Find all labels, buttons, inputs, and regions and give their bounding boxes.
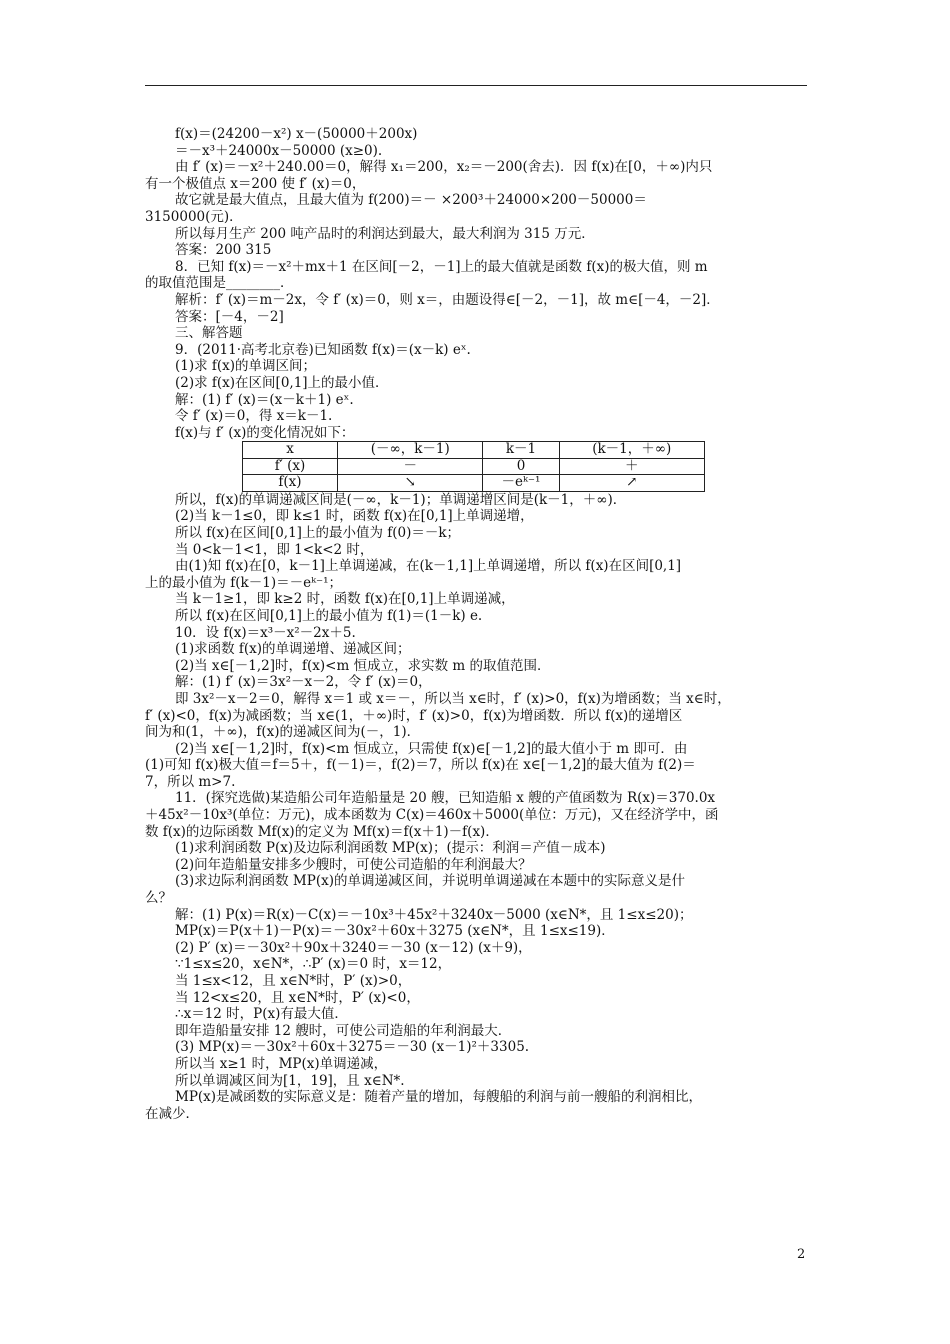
text-line: (2)问年造船量安排多少艘时，可使公司造船的年利润最大？ — [175, 856, 532, 873]
text-line: 答案：200 315 — [175, 242, 272, 259]
table-cell: f′ (x) — [243, 458, 338, 475]
text-line: 10．设 f(x)＝x³－x²－2x＋5. — [175, 624, 356, 641]
table-row — [243, 458, 705, 475]
table-row — [243, 475, 705, 492]
text-line: 由 f′ (x)＝－x²＋240.00＝0，解得 x₁＝200，x₂＝－200(舍去)．因 f(x)在[0，＋∞)内只 — [175, 159, 713, 176]
text-line: 9．(2011·高考北京卷)已知函数 f(x)＝(x－k) eˣ. — [175, 341, 471, 358]
text-line: 所以，f(x)的单调递减区间是(－∞，k－1)；单调递增区间是(k－1，＋∞)． — [175, 491, 627, 508]
text-line: 3150000(元)． — [145, 208, 243, 225]
text-line: 上的最小值为 f(k－1)＝－eᵏ⁻¹； — [145, 574, 343, 591]
text-line: 即年造船量安排 12 艘时，可使公司造船的年利润最大． — [175, 1022, 512, 1039]
text-line: 所以每月生产 200 吨产品时的利润达到最大，最大利润为 315 万元． — [175, 225, 595, 242]
solution-lines-bottom — [145, 492, 807, 1123]
text-line: (2)当 x∈[－1,2]时，f(x)<m 恒成立，只需使 f(x)∈[－1,2]的最大值小于 m 即可．由 — [175, 740, 688, 757]
text-line: f(x)与 f′ (x)的变化情况如下： — [175, 424, 355, 441]
text-line: 数 f(x)的边际函数 Mf(x)的定义为 Mf(x)＝f(x＋1)－f(x)． — [145, 823, 499, 840]
text-line: MP(x)＝P(x＋1)－P(x)＝－30x²＋60x＋3275 (x∈N*，且 1≤x≤19)． — [175, 923, 615, 940]
text-line: (3) MP(x)＝－30x²＋60x＋3275＝－30 (x－1)²＋3305. — [175, 1039, 530, 1056]
page-body — [145, 126, 807, 1122]
text-line: (2) P′ (x)＝－30x²＋90x＋3240＝－30 (x－12) (x＋9)， — [175, 939, 532, 956]
text-line: 解：(1) f′ (x)＝3x²－x－2，令 f′ (x)＝0， — [175, 674, 432, 691]
text-line: ＝－x³＋24000x－50000 (x≥0). — [175, 142, 383, 159]
table-row — [243, 442, 705, 459]
text-line: 令 f′ (x)＝0，得 x＝k－1. — [175, 408, 333, 425]
table-cell: 0 — [483, 458, 559, 475]
table-cell: x — [243, 442, 338, 459]
table-cell: ＋ — [559, 458, 704, 475]
text-line: ∵1≤x≤20，x∈N*，∴P′ (x)＝0 时，x＝12， — [175, 956, 452, 973]
table-cell: (k－1，＋∞) — [559, 442, 704, 459]
text-line: 解：(1) f′ (x)＝(x－k＋1) eˣ. — [175, 391, 354, 408]
text-line: 解析：f′ (x)＝m－2x，令 f′ (x)＝0，则 x＝，由题设得∈[－2，－1]，故 m∈[－4，－2]． — [175, 291, 720, 308]
text-line: 所以当 x≥1 时，MP(x)单调递减， — [175, 1055, 388, 1072]
text-line: 在减少． — [145, 1105, 199, 1122]
text-line: 11．(探究选做)某造船公司年造船量是 20 艘，已知造船 x 艘的产值函数为 R(x)＝370.0x — [175, 790, 716, 807]
text-line: f′ (x)<0，f(x)为减函数；当 x∈(1，＋∞)时，f′ (x)>0，f(x)为增函数．所以 f(x)的递增区 — [145, 707, 683, 724]
table-cell: (－∞，k－1) — [338, 442, 483, 459]
text-line: 间为和(1，＋∞)，f(x)的递减区间为(－，1)． — [145, 724, 421, 741]
text-line: 解：(1) P(x)＝R(x)－C(x)＝－10x³＋45x²＋3240x－5000 (x∈N*，且 1≤x≤20)； — [175, 906, 693, 923]
text-line: (2)当 x∈[－1,2]时，f(x)<m 恒成立，求实数 m 的取值范围． — [175, 657, 551, 674]
text-line: 8．已知 f(x)＝－x²＋mx＋1 在区间[－2，－1]上的最大值就是函数 f(x)的极大值，则 m — [175, 258, 708, 275]
text-line: ∴x＝12 时，P(x)有最大值． — [175, 1006, 348, 1023]
text-line: 有一个极值点 x＝200 使 f′ (x)＝0， — [145, 175, 366, 192]
text-line: (1)求利润函数 P(x)及边际利润函数 MP(x)；(提示：利润＝产值－成本) — [175, 840, 606, 857]
text-line: f(x)＝(24200－x²) x－(50000＋200x) — [175, 126, 418, 142]
text-line: (3)求边际利润函数 MP(x)的单调递减区间，并说明单调递减在本题中的实际意义是什 — [175, 873, 685, 890]
variation-table — [242, 441, 705, 492]
table-cell: ↘ — [338, 475, 483, 492]
text-line: 当 0<k－1<1，即 1<k<2 时， — [175, 541, 374, 558]
table-cell: k－1 — [483, 442, 559, 459]
text-line: 当 k－1≥1，即 k≥2 时，函数 f(x)在[0,1]上单调递减， — [175, 591, 515, 608]
table-cell: ↗ — [559, 475, 704, 492]
text-line: 三、解答题 — [175, 325, 243, 342]
solution-lines-top — [145, 126, 807, 441]
table-cell: － — [338, 458, 483, 475]
text-line: 即 3x²－x－2＝0，解得 x＝1 或 x＝－，所以当 x∈时，f′ (x)>0，f(x)为增函数；当 x∈时， — [175, 690, 731, 707]
text-line: (1)求函数 f(x)的单调递增、递减区间； — [175, 641, 411, 658]
page-number: 2 — [797, 1247, 806, 1262]
table-cell: f(x) — [243, 475, 338, 492]
text-line: 答案：[－4，－2] — [175, 308, 284, 325]
text-line: 的取值范围是________． — [145, 275, 294, 292]
table-cell: －eᵏ⁻¹ — [483, 475, 559, 492]
text-line: 所以 f(x)在区间[0,1]上的最小值为 f(0)＝－k； — [175, 524, 461, 541]
text-line: 所以 f(x)在区间[0,1]上的最小值为 f(1)＝(1－k) e. — [175, 607, 483, 624]
text-line: 故它就是最大值点，且最大值为 f(200)＝－ ×200³＋24000×200－50000＝ — [175, 192, 647, 209]
text-line: 当 12<x≤20，且 x∈N*时，P′ (x)<0， — [175, 989, 420, 1006]
text-line: (2)当 k－1≤0，即 k≤1 时，函数 f(x)在[0,1]上单调递增， — [175, 508, 534, 525]
text-line: MP(x)是减函数的实际意义是：随着产量的增加，每艘船的利润与前一艘船的利润相比， — [175, 1089, 703, 1106]
text-line: 当 1≤x<12，且 x∈N*时，P′ (x)>0， — [175, 973, 412, 989]
header-rule — [145, 85, 807, 86]
text-line: (1)求 f(x)的单调区间； — [175, 358, 317, 375]
text-line: (2)求 f(x)在区间[0,1]上的最小值． — [175, 374, 389, 391]
text-line: ＋45x²－10x³(单位：万元)，成本函数为 C(x)＝460x＋5000(单位：万元)，又在经济学中，函 — [145, 807, 719, 824]
text-line: (1)可知 f(x)极大值＝f＝5＋，f(－1)＝，f(2)＝7，所以 f(x)在 x∈[－1,2]的最大值为 f(2)＝ — [145, 757, 696, 774]
text-line: 么？ — [145, 890, 172, 907]
text-line: 所以单调减区间为[1，19]，且 x∈N*. — [175, 1072, 405, 1089]
text-line: 7，所以 m>7. — [145, 773, 236, 790]
text-line: 由(1)知 f(x)在[0，k－1]上单调递减，在(k－1,1]上单调递增，所以 f(x)在区间[0,1] — [175, 558, 682, 575]
